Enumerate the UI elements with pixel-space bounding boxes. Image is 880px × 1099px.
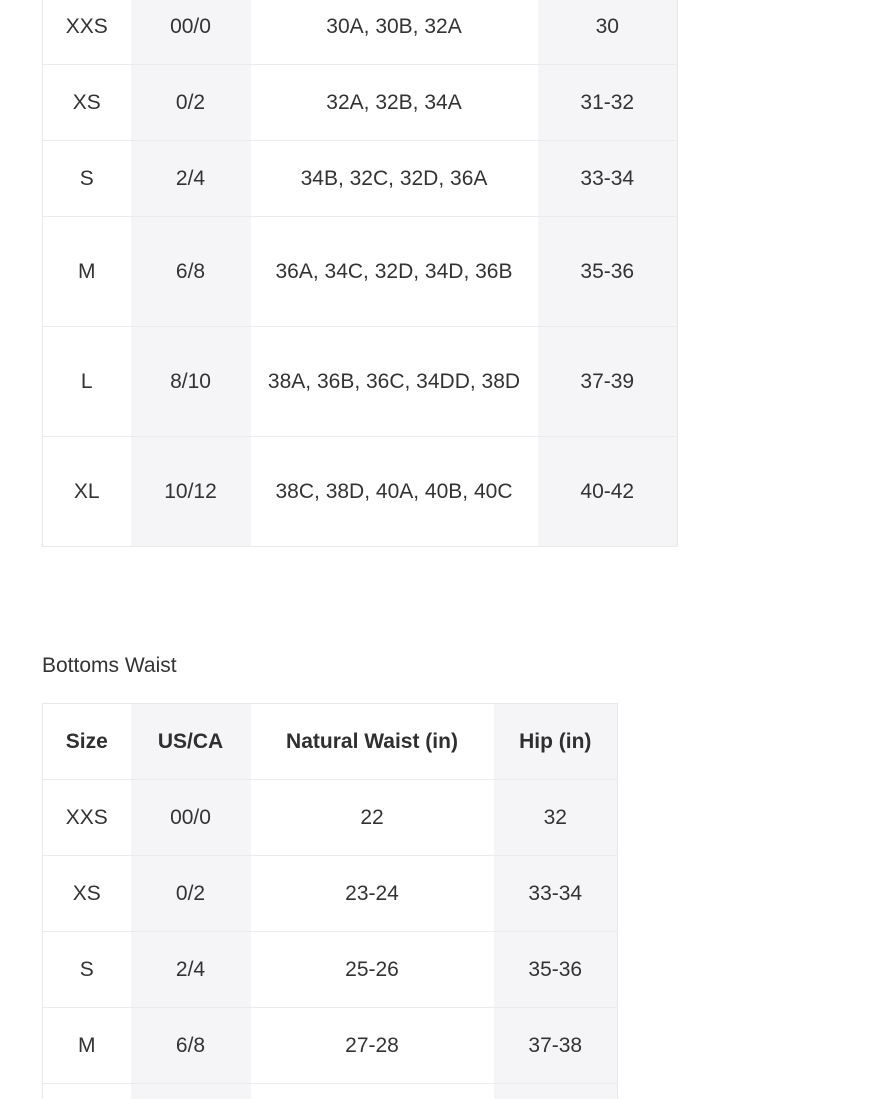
us-ca-cell: 2/4 [131,141,251,217]
bra-size-cell: 38A, 36B, 36C, 34DD, 38D [251,327,538,437]
hip-cell: 37-38 [494,1008,618,1084]
bra-size-cell: 34B, 32C, 32D, 36A [251,141,538,217]
us-ca-cell: 00/0 [131,780,251,856]
us-ca-cell [131,1084,251,1099]
table-row [43,437,678,547]
us-ca-cell: 0/2 [131,856,251,932]
natural-waist-cell [251,1084,494,1099]
us-ca-cell: 6/8 [131,217,251,327]
size-cell: XXS [43,0,131,65]
tops-size-table [42,0,678,547]
bra-size-cell: 30A, 30B, 32A [251,0,538,65]
table-header-row [43,704,618,780]
table-row [43,141,678,217]
us-ca-cell: 00/0 [131,0,251,65]
hip-cell [494,1084,618,1099]
hip-cell: 32 [494,780,618,856]
table-row [43,932,618,1008]
table-row [43,1008,618,1084]
natural-waist-cell: 27-28 [251,1008,494,1084]
natural-waist-cell: 25-26 [251,932,494,1008]
size-cell: XS [43,856,131,932]
bra-size-cell: 32A, 32B, 34A [251,65,538,141]
natural-waist-cell: 23-24 [251,856,494,932]
size-column-header: Size [43,704,131,780]
measurement-cell: 37-39 [538,327,678,437]
size-cell: S [43,141,131,217]
measurement-cell: 35-36 [538,217,678,327]
table-row [43,856,618,932]
measurement-cell: 33-34 [538,141,678,217]
measurement-cell: 30 [538,0,678,65]
table-row [43,1084,618,1099]
size-cell: M [43,1008,131,1084]
us-ca-cell: 0/2 [131,65,251,141]
us-ca-cell: 2/4 [131,932,251,1008]
natural-waist-cell: 22 [251,780,494,856]
size-cell: S [43,932,131,1008]
hip-column-header: Hip (in) [494,704,618,780]
size-cell: XXS [43,780,131,856]
table-row [43,327,678,437]
natural-waist-column-header: Natural Waist (in) [251,704,494,780]
table-row [43,0,678,65]
us-ca-column-header: US/CA [131,704,251,780]
bottoms-waist-heading: Bottoms Waist [42,654,177,677]
us-ca-cell: 8/10 [131,327,251,437]
size-cell: XS [43,65,131,141]
size-cell: L [43,327,131,437]
size-cell: M [43,217,131,327]
table-row [43,217,678,327]
bra-size-cell: 36A, 34C, 32D, 34D, 36B [251,217,538,327]
bra-size-cell: 38C, 38D, 40A, 40B, 40C [251,437,538,547]
size-cell: XL [43,437,131,547]
hip-cell: 35-36 [494,932,618,1008]
bottoms-size-table [42,703,618,1099]
us-ca-cell: 10/12 [131,437,251,547]
measurement-cell: 40-42 [538,437,678,547]
us-ca-cell: 6/8 [131,1008,251,1084]
table-row [43,65,678,141]
table-row [43,780,618,856]
size-cell [43,1084,131,1099]
measurement-cell: 31-32 [538,65,678,141]
hip-cell: 33-34 [494,856,618,932]
